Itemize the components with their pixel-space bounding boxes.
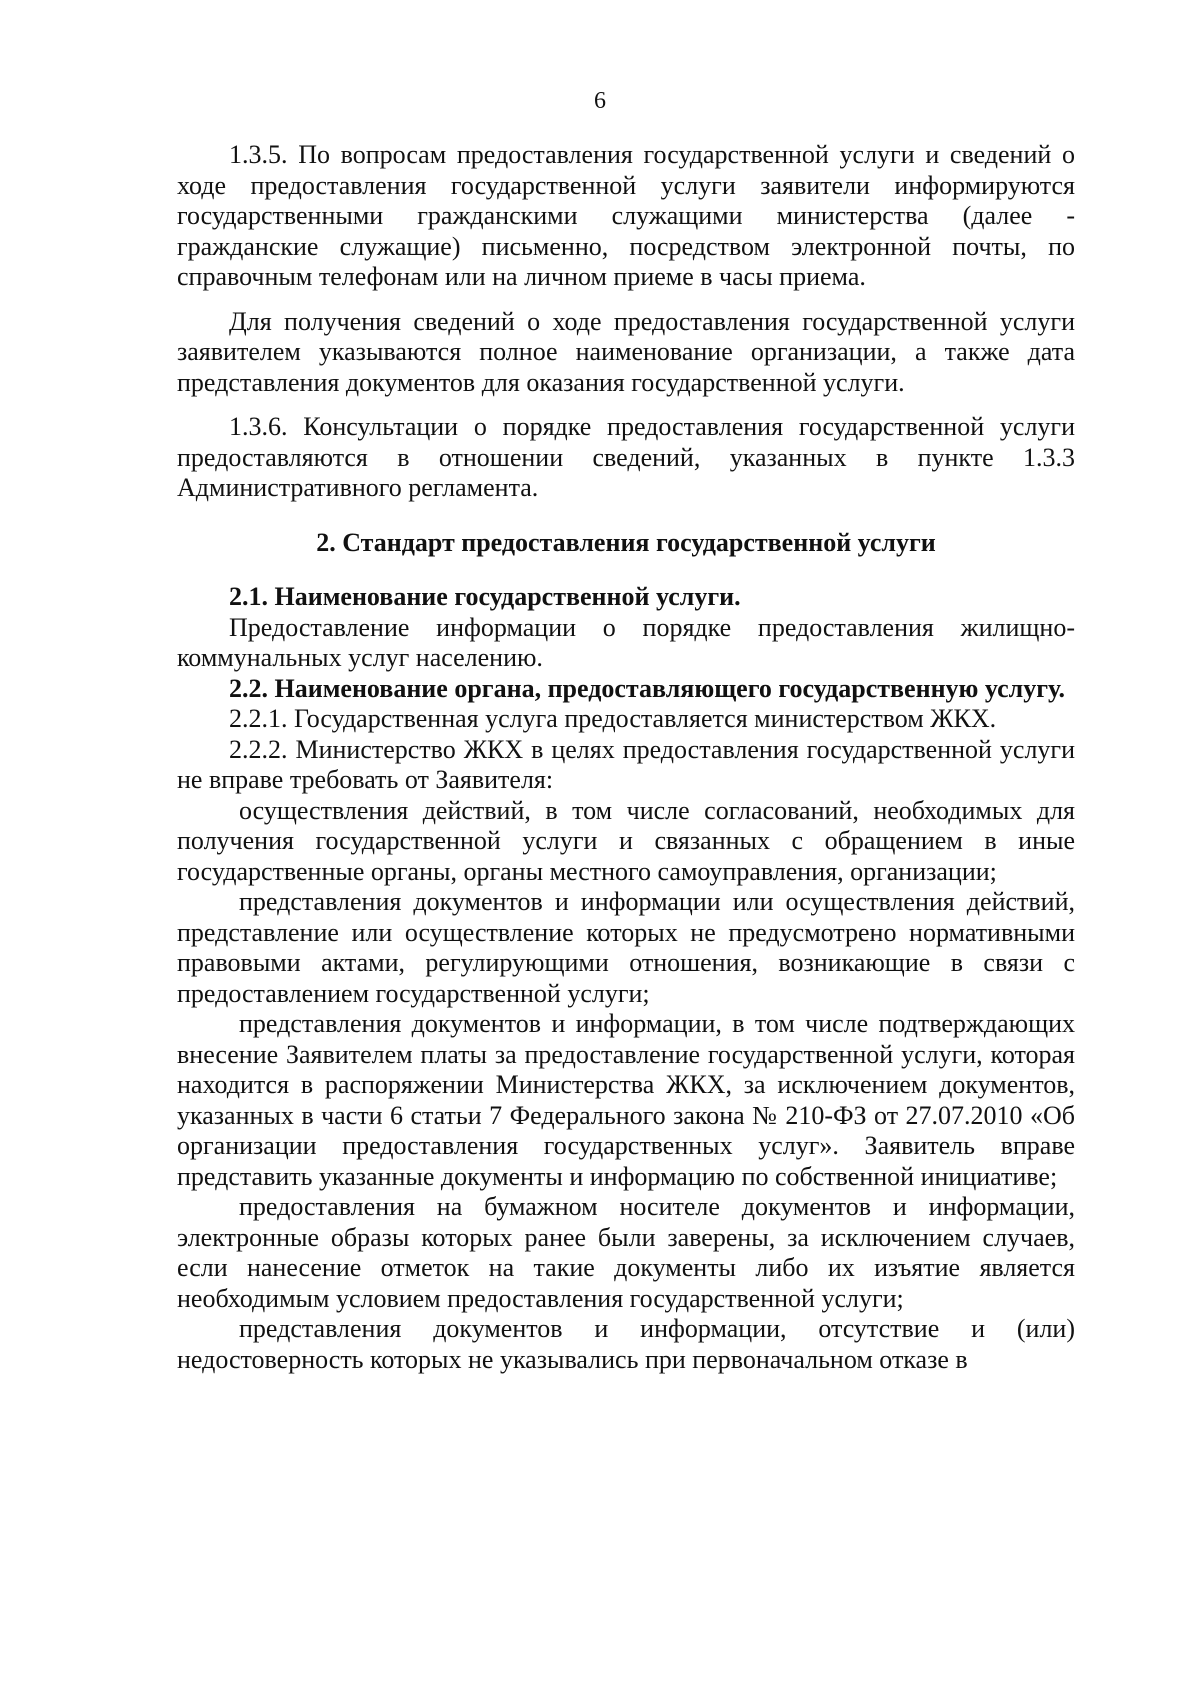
requirement-item-2: представления документов и информации или осуществления действий, представление или осуществление которых не предусмотрено нормативными правовыми актами, регулирующими отношения, возникающие в связи с предоставлением государственной услуги; <box>177 887 1075 1008</box>
requirement-item-1: осуществления действий, в том числе согласований, необходимых для получения государственной услуги и связанных с обращением в иные государственные органы, органы местного самоуправления, организации; <box>177 795 1075 886</box>
paragraph-1-3-5-info: Для получения сведений о ходе предоставления государственной услуги заявителем указываются полное наименование организации, а также дата представления документов для оказания государственной услуги. <box>177 306 1075 397</box>
section-2-2-title: 2.2. Наименование органа, предоставляющего государственную услугу. <box>229 673 1065 703</box>
paragraph-2-2-2: 2.2.2. Министерство ЖКХ в целях предоставления государственной услуги не вправе требовать от Заявителя: <box>177 734 1075 794</box>
paragraph-2-2-1: 2.2.1. Государственная услуга предоставляется министерством ЖКХ. <box>229 704 997 733</box>
document-body <box>177 140 1075 1375</box>
requirement-item-4: предоставления на бумажном носителе документов и информации, электронные образы которых ранее были заверены, за исключением случаев, если нанесение отметок на такие документы либо их изъятие является необходимым условием предоставления государственной услуги; <box>177 1192 1075 1313</box>
section-2-1-text: Предоставление информации о порядке предоставления жилищно-коммунальных услуг населению. <box>177 612 1075 672</box>
paragraph-1-3-5: 1.3.5. По вопросам предоставления государственной услуги и сведений о ходе предоставления государственной услуги заявители информируются государственными гражданскими служащими министерства (далее - гражданские служащие) письменно, посредством электронной почты, по справочным телефонам или на личном приеме в часы приема. <box>177 140 1075 291</box>
paragraph-1-3-6: 1.3.6. Консультации о порядке предоставления государственной услуги предоставляются в отношении сведений, указанных в пункте 1.3.3 Административного регламента. <box>177 412 1075 502</box>
page-number: 6 <box>594 88 606 114</box>
requirement-item-3: представления документов и информации, в том числе подтверждающих внесение Заявителем платы за предоставление государственной услуги, которая находится в распоряжении Министерства ЖКХ, за исключением документов, указанных в части 6 статьи 7 Федерального закона № 210-ФЗ от 27.07.2010 «Об организации предоставления государственных услуг». Заявитель вправе представить указанные документы и информацию по собственной инициативе; <box>177 1009 1075 1191</box>
section-2-title: 2. Стандарт предоставления государственной услуги <box>316 527 936 557</box>
section-2-1-title: 2.1. Наименование государственной услуги. <box>229 582 741 611</box>
requirement-item-5: представления документов и информации, отсутствие и (или) недостоверность которых не указывались при первоначальном отказе в <box>177 1314 1075 1374</box>
